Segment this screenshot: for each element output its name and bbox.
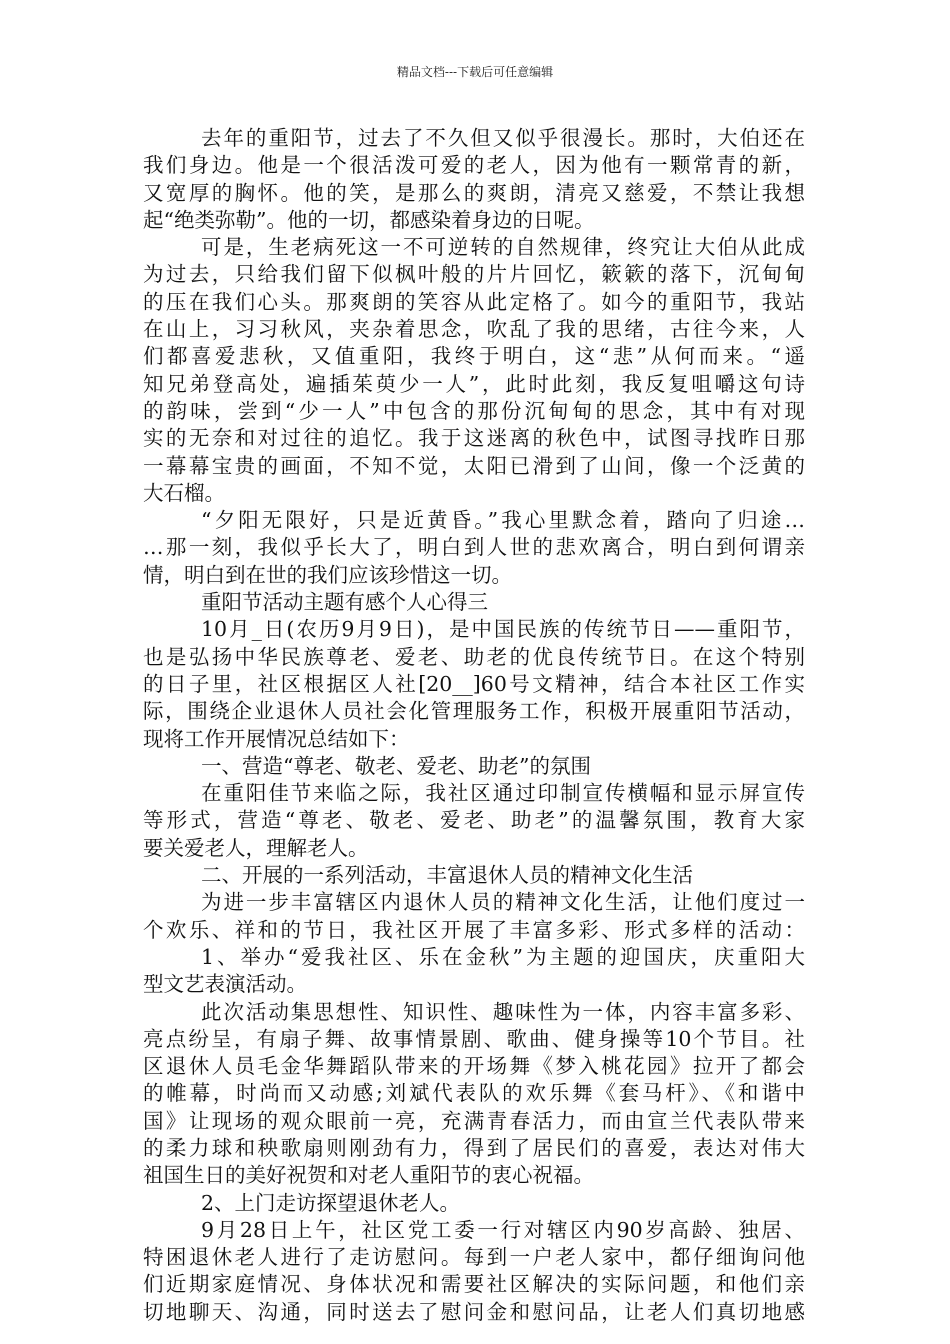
text-line: 型文艺表演活动。	[143, 972, 307, 997]
text-line: 此次活动集思想性、知识性、趣味性为一体，内容丰富多彩、	[201, 999, 805, 1024]
text-line: 我们身边。他是一个很活泼可爱的老人，因为他有一颗常青的新，	[143, 153, 805, 178]
text-line: 的日子里，社区根据区人社[20__]60号文精神，结合本社区工作实	[143, 671, 805, 696]
text-line: 1、举办“爱我社区、乐在金秋”为主题的迎国庆，庆重阳大	[201, 944, 805, 969]
text-line: 起“绝类弥勒”。他的一切，都感染着身边的日呢。	[143, 207, 595, 232]
text-line: 2、上门走访探望退休老人。	[201, 1190, 461, 1215]
text-line: 为过去，只给我们留下似枫叶般的片片回忆，簌簌的落下，沉甸甸	[143, 262, 805, 287]
text-line: 可是，生老病死这一不可逆转的自然规律，终究让大伯从此成	[201, 235, 805, 260]
text-line: 们都喜爱悲秋，又值重阳，我终于明白，这“悲”从何而来。“遥	[143, 344, 805, 369]
text-line: 一、营造“尊老、敬老、爱老、助老”的氛围	[201, 753, 591, 778]
text-line: 的帷幕，时尚而又动感;刘斌代表队的欢乐舞《套马杆》、《和谐中	[143, 1081, 805, 1106]
text-line: 情，明白到在世的我们应该珍惜这一切。	[143, 562, 512, 587]
text-line: 二、开展的一系列活动，丰富退休人员的精神文化生活	[201, 863, 693, 888]
text-line: 的韵味，尝到“少一人”中包含的那份沉甸甸的思念，其中有对现	[143, 398, 805, 423]
text-line: 知兄弟登高处，遍插茱萸少一人”，此时此刻，我反复咀嚼这句诗	[143, 371, 805, 396]
text-line: 祖国生日的美好祝贺和对老人重阳节的衷心祝福。	[143, 1163, 594, 1188]
text-line: 又宽厚的胸怀。他的笑，是那么的爽朗，清亮又慈爱，不禁让我想	[143, 180, 805, 205]
text-line: 国》让现场的观众眼前一亮，充满青春活力，而由宣兰代表队带来	[143, 1108, 805, 1133]
document-body	[143, 125, 805, 1326]
text-line: 们近期家庭情况、身体状况和需要社区解决的实际问题，和他们亲	[143, 1272, 805, 1297]
text-line: 为进一步丰富辖区内退休人员的精神文化生活，让他们度过一	[201, 890, 805, 915]
text-line: 9月28日上午，社区党工委一行对辖区内90岁高龄、独居、	[201, 1217, 805, 1242]
text-line: 现将工作开展情况总结如下：	[143, 726, 410, 751]
text-line: “夕阳无限好，只是近黄昏。”我心里默念着，踏向了归途…	[201, 508, 805, 533]
text-line: 个欢乐、祥和的节日，我社区开展了丰富多彩、形式多样的活动：	[143, 917, 805, 942]
text-line: 等形式，营造“尊老、敬老、爱老、助老”的温馨氛围，教育大家	[143, 808, 805, 833]
text-line: 亮点纷呈，有扇子舞、故事情景剧、歌曲、健身操等10个节目。社	[143, 1026, 805, 1051]
text-line: 重阳节活动主题有感个人心得三	[201, 590, 488, 615]
page-header: 精品文档---下载后可任意编辑	[396, 65, 554, 79]
text-line: 际，围绕企业退休人员社会化管理服务工作，积极开展重阳节活动，	[143, 699, 805, 724]
text-line: 一幕幕宝贵的画面，不知不觉，太阳已滑到了山间，像一个泛黄的	[143, 453, 805, 478]
text-line: 在山上，习习秋风，夹杂着思念，吹乱了我的思绪，古往今来，人	[143, 317, 805, 342]
text-line: 的压在我们心头。那爽朗的笑容从此定格了。如今的重阳节，我站	[143, 289, 805, 314]
text-line: 要关爱老人，理解老人。	[143, 835, 369, 860]
text-line: …那一刻，我似乎长大了，明白到人世的悲欢离合，明白到何谓亲	[143, 535, 805, 560]
text-line: 在重阳佳节来临之际，我社区通过印制宣传横幅和显示屏宣传	[201, 781, 805, 806]
text-line: 去年的重阳节，过去了不久但又似乎很漫长。那时，大伯还在	[201, 126, 805, 150]
text-line: 特困退休老人进行了走访慰问。每到一户老人家中，都仔细询问他	[143, 1245, 805, 1270]
text-line: 10月_日(农历9月9日)，是中国民族的传统节日——重阳节，	[201, 617, 805, 642]
text-line: 区退休人员毛金华舞蹈队带来的开场舞《梦入桃花园》拉开了都会	[143, 1054, 805, 1079]
text-line: 实的无奈和对过往的追忆。我于这迷离的秋色中，试图寻找昨日那	[143, 426, 805, 451]
text-line: 切地聊天、沟通，同时送去了慰问金和慰问品，让老人们真切地感	[143, 1299, 805, 1324]
text-line: 大石榴。	[143, 480, 225, 505]
text-line: 的柔力球和秧歌扇则刚劲有力，得到了居民们的喜爱，表达对伟大	[143, 1135, 805, 1160]
text-line: 也是弘扬中华民族尊老、爱老、助老的优良传统节日。在这个特别	[143, 644, 805, 669]
